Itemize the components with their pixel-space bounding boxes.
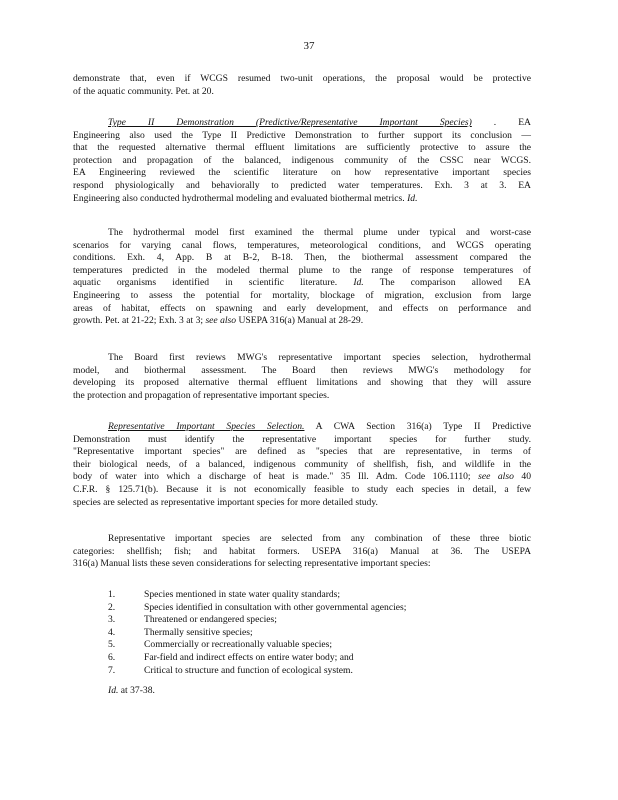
- text-span: The comparison allowed EA: [379, 277, 531, 289]
- text-line: [73, 117, 531, 130]
- text-line: [73, 193, 531, 206]
- citation-signal: see also: [478, 471, 514, 483]
- text-span: body of water into which a discharge of heat is made." 35 Ill. Adm. Code 106.1110;: [73, 471, 471, 483]
- text-line: Representative important species are selected from any combination of these three biotic: [108, 533, 531, 544]
- text-line: Demonstration must identify the representative important species for further study.: [73, 433, 531, 445]
- list-item: [108, 627, 528, 640]
- text-span: aquatic organisms identified in scientific literature.: [73, 277, 338, 289]
- text-line: species are selected as representative important species for more detailed study.: [73, 496, 378, 508]
- list-item: [108, 614, 528, 627]
- list-number: 7.: [108, 664, 116, 676]
- citation-id: Id.: [407, 192, 418, 204]
- paragraph-type-ii-demonstration: [73, 117, 531, 205]
- text-span: Engineering also conducted hydrothermal modeling and evaluated biothermal metrics.: [73, 192, 405, 204]
- list-citation: [108, 685, 155, 698]
- text-line: C.F.R. § 125.71(b). Because it is not economically feasible to study each species in detail, a few: [73, 483, 531, 495]
- text-line: developing its proposed alternative thermal effluent limitations and showing that they will assure: [73, 377, 531, 389]
- text-line: demonstrate that, even if WCGS resumed two-unit operations, the proposal would be protective: [73, 73, 531, 84]
- text-line: [73, 471, 531, 484]
- list-number: 4.: [108, 626, 116, 638]
- paragraph-biotic-categories: [73, 533, 531, 571]
- page-number: 37: [303, 40, 315, 52]
- list-text: Critical to structure and function of ecological system.: [144, 664, 353, 676]
- text-span: USEPA 316(a) Manual at 28-29.: [238, 315, 364, 327]
- text-line: The hydrothermal model first examined the thermal plume under typical and worst-case: [108, 227, 531, 238]
- text-span: at 37-38.: [120, 685, 155, 696]
- text-line: respond physiologically and behaviorally to predicted water temperatures. Exh. 3 at 3. EA: [73, 179, 531, 191]
- list-item: [108, 665, 528, 678]
- text-line: [73, 277, 531, 290]
- text-line: "Representative important species" are defined as "species that are representative, in terms of: [73, 446, 531, 458]
- text-line: categories: shellfish; fish; and habitat formers. USEPA 316(a) Manual at 36. The USEPA: [73, 545, 531, 557]
- list-number: 3.: [108, 614, 116, 626]
- considerations-list: [108, 589, 528, 677]
- list-item: [108, 652, 528, 665]
- section-heading: Representative Important Species Selection.: [108, 421, 305, 432]
- text-line: The Board first reviews MWG's representative important species selection, hydrothermal: [108, 352, 531, 363]
- text-line: the protection and propagation of representative important species.: [73, 389, 330, 401]
- paragraph-board-review: [73, 352, 531, 402]
- list-number: 1.: [108, 589, 116, 600]
- list-number: 5.: [108, 639, 116, 651]
- text-line: scenarios for varying canal flows, temperatures, meteorological conditions, and WCGS operating: [73, 239, 531, 251]
- text-line: Engineering to assess the potential for mortality, blockage of migration, exclusion from large: [73, 289, 531, 301]
- list-number: 6.: [108, 651, 116, 663]
- text-line: conditions. Exh. 4, App. B at B-2, B-18. Then, the biothermal assessment compared the: [73, 252, 531, 264]
- list-item: [108, 602, 528, 615]
- text-line: protection and propagation of the balanced, indigenous community of the CSSC near WCGS.: [73, 154, 531, 166]
- text-line: temperatures predicted in the modeled thermal plume to the range of response temperatures of: [73, 264, 531, 276]
- section-heading: Type II Demonstration (Predictive/Representative Important Species): [108, 117, 472, 128]
- text-line: areas of habitat, effects on spawning and early development, and effects on performance and: [73, 302, 531, 314]
- text-span: . EA: [493, 117, 531, 128]
- text-line: 316(a) Manual lists these seven considerations for selecting representative important species:: [73, 558, 431, 570]
- list-text: Species identified in consultation with other governmental agencies;: [144, 601, 407, 613]
- list-text: Far-field and indirect effects on entire water body; and: [144, 651, 354, 663]
- list-text: Commercially or recreationally valuable species;: [144, 639, 333, 651]
- text-line: their biological needs, of a balanced, indigenous community of shellfish, fish, and wildlife in the: [73, 458, 531, 470]
- list-text: Thermally sensitive species;: [144, 626, 253, 638]
- paragraph-species-selection: [73, 421, 531, 509]
- text-span: 40: [521, 471, 531, 483]
- list-number: 2.: [108, 601, 116, 613]
- text-line: that the requested alternative thermal effluent limitations are sufficiently protective to assure the: [73, 142, 531, 154]
- text-line: model, and biothermal assessment. The Board then reviews MWG's methodology for: [73, 364, 531, 376]
- paragraph-hydrothermal-model: [73, 227, 531, 328]
- text-line: [73, 315, 531, 328]
- text-line: EA Engineering reviewed the scientific literature on how representative important species: [73, 167, 531, 179]
- list-text: Threatened or endangered species;: [144, 614, 277, 626]
- list-item: [108, 589, 528, 602]
- list-item: [108, 639, 528, 652]
- citation-signal: see also: [205, 315, 237, 327]
- citation-id: Id.: [353, 277, 364, 289]
- citation-id: Id.: [108, 685, 119, 696]
- paragraph-1: [73, 73, 531, 98]
- text-span: growth. Pet. at 21-22; Exh. 3 at 3;: [73, 315, 204, 327]
- text-line: of the aquatic community. Pet. at 20.: [73, 85, 214, 97]
- text-line: Engineering also used the Type II Predictive Demonstration to further support its conclusion —: [73, 129, 531, 141]
- text-span: A CWA Section 316(a) Type II Predictive: [315, 421, 532, 432]
- list-text: Species mentioned in state water quality standards;: [144, 589, 341, 600]
- text-line: [73, 421, 531, 434]
